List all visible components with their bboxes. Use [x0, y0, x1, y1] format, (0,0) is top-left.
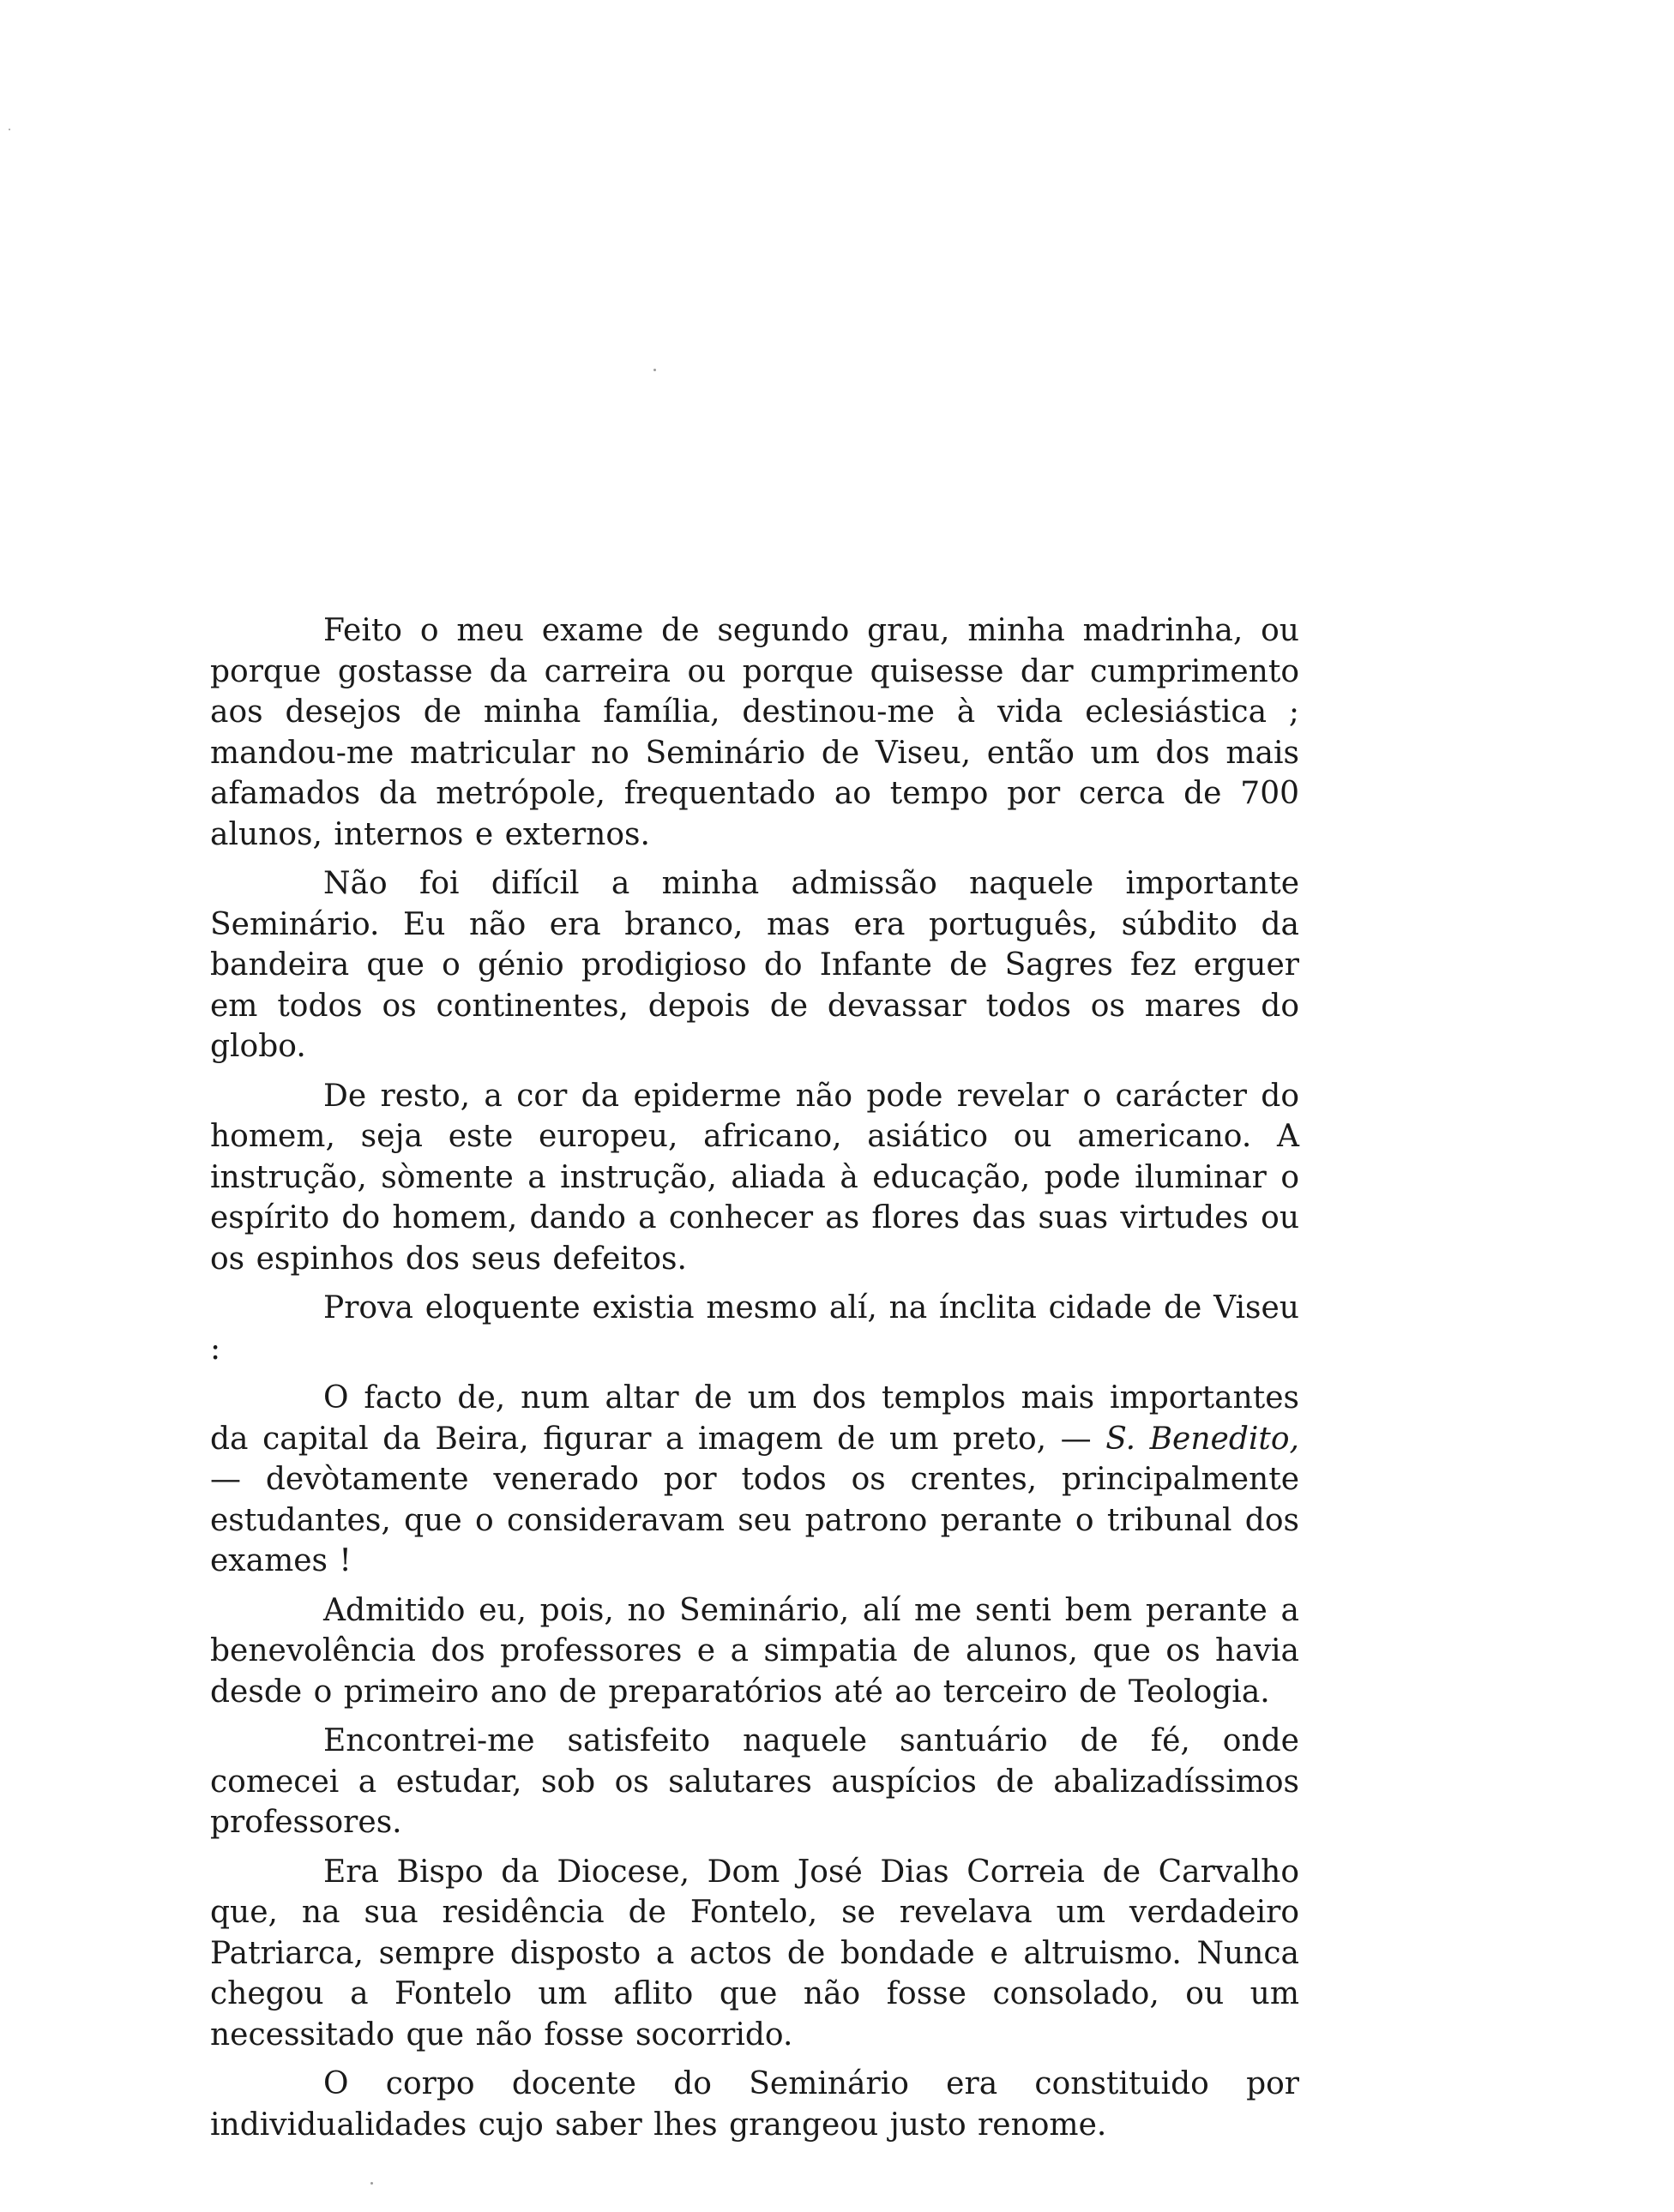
paragraph: De resto, a cor da epiderme não pode revelar o carácter do homem, seja este europeu, africano, asiático ou americano. A instrução, sòmente a instrução, aliada à educação, pode iluminar o espírito do homem, dando a conhecer as flores das suas virtudes ou os espinhos dos seus defeitos.	[210, 1078, 1299, 1277]
paragraph: Admitido eu, pois, no Seminário, alí me senti bem perante a benevolência dos professores e a simpatia de alunos, que os havia desde o primeiro ano de preparatórios até ao terceiro de Teologia.	[210, 1592, 1299, 1710]
paragraph-text: O facto de, num altar de um dos templos mais importantes da capital da Beira, figurar a imagem de um preto, —	[210, 1380, 1299, 1457]
body-text	[210, 610, 1299, 2154]
paragraph: Prova eloquente existia mesmo alí, na ínclita cidade de Viseu :	[210, 1290, 1299, 1367]
paragraph: Não foi difícil a minha admissão naquele importante Seminário. Eu não era branco, mas era português, súbdito da bandeira que o génio prodigioso do Infante de Sagres fez erguer em todos os continentes, depois de devassar todos os mares do globo.	[210, 866, 1299, 1064]
paragraph: O corpo docente do Seminário era constituido por individualidades cujo saber lhes grangeou justo renome.	[210, 2066, 1299, 2143]
paragraph: Feito o meu exame de segundo grau, minha madrinha, ou porque gostasse da carreira ou porque quisesse dar cumprimento aos desejos de minha família, destinou-me à vida eclesiástica ; mandou-me matricular no Seminário de Viseu, então um dos mais afamados da metrópole, frequentado ao tempo por cerca de 700 alunos, internos e externos.	[210, 613, 1299, 852]
paragraph-text: — devòtamente venerado por todos os crentes, principalmente estudantes, que o consideravam seu patrono perante o tribunal dos exames !	[210, 1462, 1299, 1578]
scan-speck	[370, 2182, 373, 2185]
scan-speck	[653, 369, 656, 371]
italic-name: S. Benedito,	[1105, 1421, 1299, 1457]
scan-speck	[9, 129, 10, 130]
paragraph: Era Bispo da Diocese, Dom José Dias Correia de Carvalho que, na sua residência de Fontelo, se revelava um verdadeiro Patriarca, sempre disposto a actos de bondade e altruismo. Nunca chegou a Fontelo um aflito que não fosse consolado, ou um necessitado que não fosse socorrido.	[210, 1854, 1299, 2053]
paragraph: Encontrei-me satisfeito naquele santuário de fé, onde comecei a estudar, sob os salutares auspícios de abalizadíssimos professores.	[210, 1723, 1299, 1840]
paragraph	[210, 1378, 1299, 1582]
